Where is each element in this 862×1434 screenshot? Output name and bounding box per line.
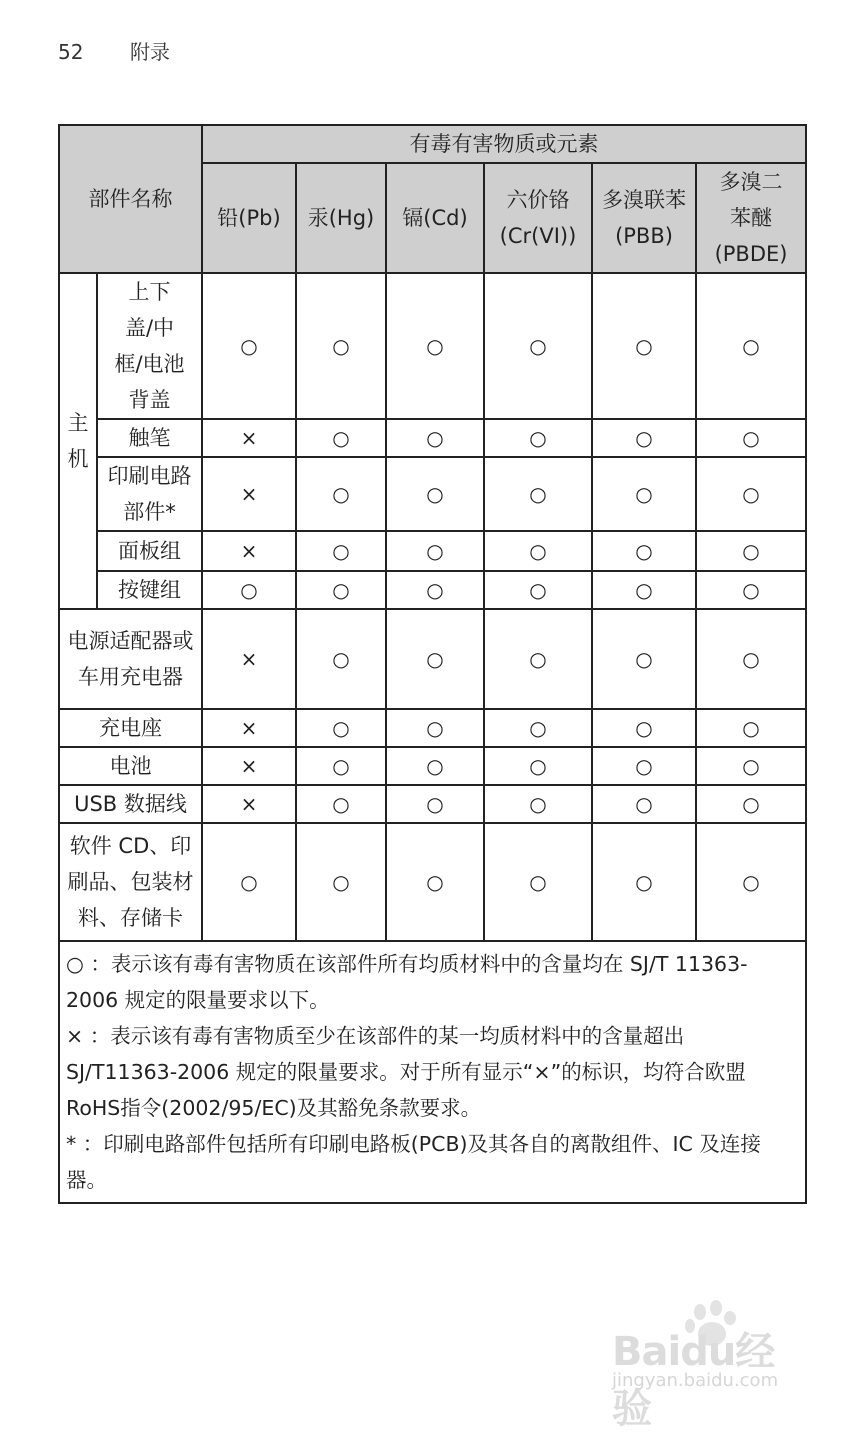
mark-cell: ○ (592, 709, 696, 747)
mark-cell: ○ (484, 785, 592, 823)
part-name-cell (59, 785, 202, 823)
cell-line: 背盖 (128, 388, 171, 412)
part-name-cell (97, 273, 202, 419)
table-row (59, 273, 806, 419)
cell-line: 刷品、包装材 (67, 870, 194, 894)
table-row (59, 609, 806, 709)
mark-cell: ○ (484, 419, 592, 457)
cell-line: 部件* (123, 500, 176, 524)
table-row (59, 709, 806, 747)
cell-line: 面板组 (118, 539, 181, 563)
mark-cell: ○ (484, 609, 592, 709)
mark-cell: ○ (386, 709, 484, 747)
mark-cell: × (202, 709, 296, 747)
mark-cell: ○ (386, 419, 484, 457)
page-number: 52 (58, 40, 84, 64)
substance-header (386, 163, 484, 273)
table-row (59, 785, 806, 823)
mark-cell: ○ (696, 457, 806, 531)
table-row (59, 823, 806, 941)
page-header (58, 36, 170, 65)
mark-cell: ○ (296, 709, 386, 747)
cell-line: 车用充电器 (78, 665, 183, 689)
mark-cell: ○ (696, 419, 806, 457)
mark-cell: ○ (696, 609, 806, 709)
table-row (59, 571, 806, 609)
watermark-logo: Baidu经验 (612, 1329, 775, 1432)
mark-cell: × (202, 419, 296, 457)
part-name-cell (97, 571, 202, 609)
mark-cell: ○ (296, 747, 386, 785)
mark-cell: ○ (386, 747, 484, 785)
mark-cell: ○ (484, 457, 592, 531)
cell-line: 苯醚 (730, 206, 773, 230)
mark-cell: ○ (296, 419, 386, 457)
cell-line: 电池 (109, 754, 152, 778)
watermark-url: jingyan.baidu.com (612, 1370, 779, 1391)
mark-cell: × (202, 531, 296, 571)
cell-line: 铅(Pb) (217, 206, 281, 230)
mark-cell: ○ (296, 457, 386, 531)
cell-line: (Cr(VI)) (499, 224, 577, 248)
mark-cell: ○ (386, 609, 484, 709)
cell-line: 按键组 (118, 578, 181, 602)
cell-line: 机 (67, 447, 89, 471)
baidu-watermark (612, 1298, 812, 1432)
mark-cell: ○ (696, 531, 806, 571)
substance-header (484, 163, 592, 273)
mark-cell: ○ (592, 571, 696, 609)
mark-cell: ○ (296, 609, 386, 709)
mark-cell: ○ (592, 457, 696, 531)
substance-header (202, 163, 296, 273)
mark-cell: ○ (696, 273, 806, 419)
mark-cell: ○ (696, 823, 806, 941)
table-row (59, 457, 806, 531)
mark-cell: ○ (202, 273, 296, 419)
mark-cell: ○ (696, 571, 806, 609)
mark-cell: ○ (484, 571, 592, 609)
cell-line: (PBB) (615, 224, 673, 248)
mark-cell: × (202, 785, 296, 823)
cell-line: USB 数据线 (74, 792, 187, 816)
cell-line: 上下 (128, 280, 171, 304)
part-name-cell (97, 457, 202, 531)
notes-row (59, 941, 806, 1203)
host-group-label (59, 273, 97, 609)
part-name-cell (97, 531, 202, 571)
mark-cell: ○ (296, 273, 386, 419)
table-row (59, 747, 806, 785)
mark-cell: ○ (386, 571, 484, 609)
mark-cell: ○ (592, 823, 696, 941)
mark-cell: ○ (386, 457, 484, 531)
cell-line: 镉(Cd) (402, 206, 468, 230)
part-name-cell (59, 609, 202, 709)
cell-line: 汞(Hg) (307, 206, 375, 230)
part-name-header: 部件名称 (59, 125, 202, 273)
mark-cell: × (202, 747, 296, 785)
legend-note: × ：表示该有毒有害物质至少在该部件的某一均质材料中的含量超出 SJ/T11363-2006 规定的限量要求。对于所有显示“×”的标识，均符合欧盟RoHS指令(2002/95/EC)及其豁免条款要求。 (66, 1024, 746, 1120)
table-row (59, 419, 806, 457)
cell-line: 触笔 (128, 426, 171, 450)
part-name-cell (59, 823, 202, 941)
cell-line: 框/电池 (114, 352, 185, 376)
mark-cell: ○ (386, 273, 484, 419)
cell-line: 料、存储卡 (78, 906, 183, 930)
cell-line: 充电座 (99, 716, 162, 740)
mark-cell: ○ (296, 571, 386, 609)
mark-cell: ○ (484, 531, 592, 571)
part-name-cell (97, 419, 202, 457)
mark-cell: ○ (592, 609, 696, 709)
cell-line: (PBDE) (714, 242, 788, 266)
cell-line: 主 (67, 411, 89, 435)
mark-cell: ○ (296, 823, 386, 941)
mark-cell: ○ (386, 823, 484, 941)
mark-cell: ○ (202, 823, 296, 941)
mark-cell: ○ (696, 747, 806, 785)
mark-cell: ○ (592, 531, 696, 571)
substance-group-header: 有毒有害物质或元素 (202, 125, 806, 163)
mark-cell: × (202, 457, 296, 531)
legend-note: * ：印刷电路部件包括所有印刷电路板(PCB)及其各自的离散组件、IC 及连接器。 (66, 1132, 761, 1192)
substance-header (592, 163, 696, 273)
mark-cell: ○ (592, 273, 696, 419)
mark-cell: ○ (484, 273, 592, 419)
part-name-cell (59, 747, 202, 785)
cell-line: 印刷电路 (107, 464, 192, 488)
legend-notes (59, 941, 806, 1203)
mark-cell: ○ (484, 747, 592, 785)
table-row (59, 531, 806, 571)
mark-cell: ○ (296, 531, 386, 571)
mark-cell: ○ (696, 709, 806, 747)
part-name-cell (59, 709, 202, 747)
hazardous-substances-table (58, 124, 807, 1204)
cell-line: 多溴联苯 (602, 188, 686, 212)
substance-header (696, 163, 806, 273)
mark-cell: ○ (484, 823, 592, 941)
cell-line: 六价铬 (506, 188, 570, 212)
mark-cell: ○ (484, 709, 592, 747)
section-title: 附录 (130, 40, 170, 64)
mark-cell: ○ (592, 747, 696, 785)
cell-line: 多溴二 (719, 170, 783, 194)
mark-cell: ○ (592, 419, 696, 457)
cell-line: 电源适配器或 (67, 629, 194, 653)
mark-cell: ○ (386, 785, 484, 823)
mark-cell: ○ (386, 531, 484, 571)
mark-cell: × (202, 609, 296, 709)
substance-header (296, 163, 386, 273)
legend-note: ○ ：表示该有毒有害物质在该部件所有均质材料中的含量均在 SJ/T 11363-2006 规定的限量要求以下。 (66, 952, 748, 1012)
mark-cell: ○ (202, 571, 296, 609)
mark-cell: ○ (296, 785, 386, 823)
cell-line: 盖/中 (124, 316, 175, 340)
cell-line: 软件 CD、印 (69, 834, 192, 858)
mark-cell: ○ (592, 785, 696, 823)
mark-cell: ○ (696, 785, 806, 823)
